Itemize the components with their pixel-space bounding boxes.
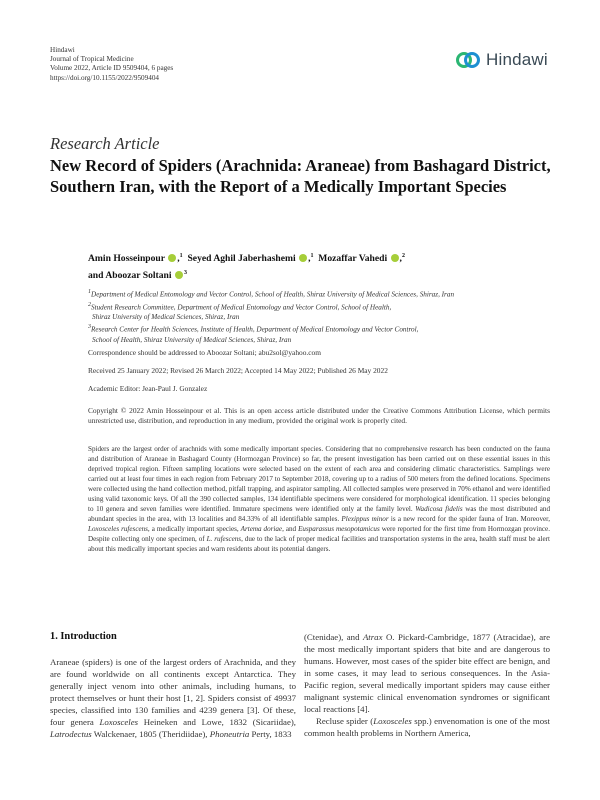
author-sup: 1 xyxy=(179,253,183,259)
affiliations xyxy=(88,287,558,345)
author-name[interactable]: Amin Hosseinpour xyxy=(88,253,165,265)
affiliation-sup: 2 xyxy=(88,301,91,308)
author-sup: 3 xyxy=(183,270,187,277)
species-name: Artema doriae xyxy=(240,524,283,533)
author-list: Amin Hosseinpour ,$^1$ Seyed Aghil Jaberhashemi ,$^1$ Mozaffar Vahedi ,$^2$ and Aboozar Soltani $^3$ xyxy=(88,253,405,282)
body-text: (Ctenidae), and xyxy=(304,632,363,642)
journal-meta xyxy=(50,46,173,83)
species-name: Wadicosa fidelis xyxy=(415,504,463,513)
genus-name: Phoneutria xyxy=(209,729,250,739)
article-type: Research Article xyxy=(50,134,160,153)
author-sup: 1 xyxy=(310,253,314,259)
author-sup: 2 xyxy=(401,253,405,259)
author-name[interactable]: Mozaffar Vahedi xyxy=(318,253,388,265)
affiliation-text: Department of Medical Entomology and Vector Control, School of Health, Shiraz University of Medical Sciences, Shiraz, Iran xyxy=(91,290,455,299)
orcid-icon[interactable] xyxy=(391,254,399,262)
body-text: Araneae (spiders) is one of the largest orders of Arachnida, and they are found worldwide on all continents except Antarctica. They generally inject venom into other animals, including humans, to protect themselves or hunt their host [1, 2]. Spiders consist of 49937 species, classified into 130 families and 4239 genera [3]. Of these, four genera xyxy=(50,657,296,727)
affiliation xyxy=(88,300,558,313)
species-name: Loxosceles rufescens xyxy=(88,524,148,533)
intro-column-left xyxy=(50,656,296,740)
doi-link[interactable]: https://doi.org/10.1155/2022/9509404 xyxy=(50,73,160,82)
abstract-text: , and xyxy=(282,524,299,533)
orcid-icon[interactable] xyxy=(168,254,176,262)
copyright-notice: Copyright © 2022 Amin Hosseinpour et al. This is an open access article distributed under the Creative Commons Attribution License, which permits unrestricted use, distribution, and reproduction in any medium, provided the original work is properly cited. xyxy=(88,406,550,426)
abstract-text: , a medically important species, xyxy=(147,524,241,533)
affiliation-continued: School of Health, Shiraz University of Medical Sciences, Shiraz, Iran xyxy=(92,335,292,344)
body-text: Walckenaer, 1805 (Theridiidae), xyxy=(91,729,210,739)
affiliation-text: Research Center for Health Sciences, Institute of Health, Department of Medical Entomology and Vector Control, xyxy=(91,325,419,334)
affiliation-text: Student Research Committee, Department of Medical Entomology and Vector Control, School of Health, xyxy=(91,302,392,311)
hindawi-logo-icon xyxy=(455,51,481,69)
affiliation-sup: 3 xyxy=(88,324,91,331)
logo-wordmark: Hindawi xyxy=(486,50,548,69)
publisher-name: Hindawi xyxy=(50,46,75,54)
correspondence: Correspondence should be addressed to Aboozar Soltani; abu2sol@yahoo.com xyxy=(88,348,321,357)
affiliation xyxy=(88,287,558,300)
species-name: L. rufescens xyxy=(206,534,242,543)
genus-name: Loxosceles xyxy=(99,717,139,727)
volume-line: Volume 2022, Article ID 9509404, 6 pages xyxy=(50,64,174,73)
affiliation-continued: Shiraz University of Medical Sciences, Shiraz, Iran xyxy=(92,313,240,322)
body-text: Heineken and Lowe, 1832 (Sicariidae), xyxy=(138,717,296,727)
genus-name: Loxosceles xyxy=(373,716,412,726)
academic-editor: Academic Editor: Jean-Paul J. Gonzalez xyxy=(88,384,208,393)
affiliation-sup: 1 xyxy=(88,289,91,295)
abstract xyxy=(88,445,550,554)
abstract-text: is a new record for the spider fauna of Iran. Moreover, xyxy=(388,514,550,523)
abstract-text: , due to the lack of proper medical facilities and transportation systems in the area, health staff must be alert about this medically important species and warn residents about its potential dangers. xyxy=(88,534,550,553)
genus-name: Latrodectus xyxy=(50,729,92,739)
intro-column-right xyxy=(304,631,550,739)
article-title: New Record of Spiders (Arachnida: Araneae) from Bashagard District, Southern Iran, with the Report of a Medically Important Species xyxy=(50,156,551,196)
genus-name: Atrax xyxy=(362,632,383,642)
orcid-icon[interactable] xyxy=(175,271,183,279)
abstract-text: was the most distributed and abundant species in the area, with 13 localities and 84.33% of all identifiable samples. xyxy=(88,504,550,523)
paragraph xyxy=(304,715,550,739)
publication-dates: Received 25 January 2022; Revised 26 March 2022; Accepted 14 May 2022; Published 26 May 2022 xyxy=(88,366,388,375)
section-heading: 1. Introduction xyxy=(50,631,117,642)
author-name[interactable]: Seyed Aghil Jaberhashemi xyxy=(187,253,296,265)
species-name: Eusparassus mesopotamicus xyxy=(298,524,380,533)
abstract-text: were reported for the first time from Hormozgan province. Despite collecting only one specimen, of xyxy=(88,524,550,543)
orcid-icon[interactable] xyxy=(299,254,307,262)
journal-name: Journal of Tropical Medicine xyxy=(50,55,134,64)
species-name: Plexippus minor xyxy=(341,514,389,523)
body-text: spp.) envenomation is one of the most common health problems in Northern America, xyxy=(304,716,550,738)
author-name[interactable]: Aboozar Soltani xyxy=(105,270,172,282)
abstract-text: Spiders are the largest order of arachnids with some medically important species. Considering that no comprehensive research has been conducted on the fauna and distribution of Araneae in Bashagard County (Hormozgan Province) so far, the present investigation has been carried out on these essential issues in this deprived tropical region. Fifteen sampling locations were selected based on the extent of each area and considering climatic characteristics. Samplings were carried out at least four times in each region from February 2017 to September 2018, covering up to a radius of 500 meters from the defined locations. Specimens were collected using the hand collection method, pitfall trapping, and aspirator sampling. All collected samples were preserved in 70% ethanol and were identified using valid taxonomic keys. Of all the 390 collected samples, 134 identifiable specimens were considered for morphological identification. 11 species belonging to 10 genera and seven families were identified. Immature specimens were identified only at the family level. xyxy=(88,445,550,513)
affiliation xyxy=(88,322,558,335)
body-text: O. Pickard-Cambridge, 1877 (Atracidae), are the most medically important spiders that bite and are dangerous to humans. However, most cases of the spider bite effect are benign, and in some cases, it may lead to serious consequences. In the Asia-Pacific region, several medically important spiders may cause either malignant systemic clinical envenomation syndromes or significant local reactions [4]. xyxy=(304,632,550,714)
body-text: Perty, 1833 xyxy=(249,729,292,739)
body-text: Recluse spider ( xyxy=(316,716,374,726)
hindawi-logo xyxy=(455,50,548,70)
